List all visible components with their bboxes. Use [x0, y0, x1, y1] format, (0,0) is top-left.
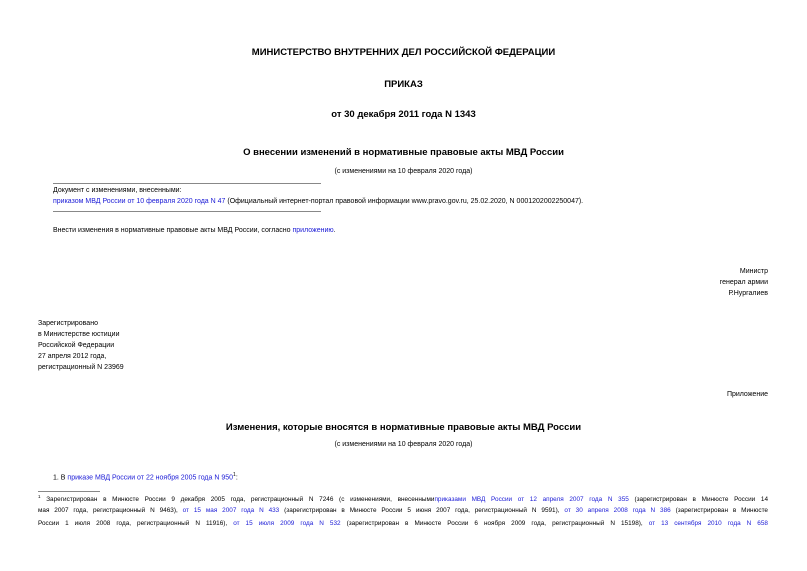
signature-position: Министр	[739, 268, 768, 275]
footnote-text-1: Зарегистрирован в Минюсте России 9 декабря 2005 года, регистрационный N 7246 (с изменениями, внесенными	[40, 496, 435, 504]
footnote-text-5: (зарегистрирован в Минюсте	[670, 507, 768, 514]
body-end: .	[333, 227, 336, 234]
registration-line-1: Зарегистрировано	[38, 320, 98, 327]
footnote-text-2: (зарегистрирован в Минюсте России 14	[628, 496, 768, 504]
item1-prefix: 1. В	[53, 474, 68, 482]
item1-end: :	[235, 474, 238, 482]
note-bottom-rule	[53, 211, 321, 212]
body-text: Внести изменения в нормативные правовые акты МВД России, согласно	[53, 227, 293, 234]
appendix-title: Изменения, которые вносятся в нормативные правовые акты МВД России	[225, 422, 582, 433]
footnote-link-2[interactable]: от 15 мая 2007 года N 433	[182, 507, 280, 514]
footnote-text-7: (зарегистрирован в Минюсте России 6 ноября 2009 года, регистрационный N 15198),	[340, 520, 649, 527]
registration-line-3: Российской Федерации	[38, 342, 115, 349]
footnote-rule	[38, 491, 100, 492]
footnote-text-3: мая 2007 года, регистрационный N 9463),	[38, 507, 183, 514]
doc-title: О внесении изменений в нормативные правовые акты МВД России	[243, 147, 564, 158]
doc-revision: (с изменениями на 10 февраля 2020 года)	[334, 168, 473, 175]
note-rest: (Официальный интернет-портал правовой информации www.pravo.gov.ru, 25.02.2020, N 0001202002250047).	[225, 198, 584, 205]
signature-name: Р.Нургалиев	[728, 290, 768, 297]
note-link[interactable]: приказом МВД России от 10 февраля 2020 года N 47	[53, 198, 226, 205]
appendix-label: Приложение	[726, 391, 768, 398]
footnote-link-5[interactable]: от 13 сентября 2010 года N 658	[648, 520, 768, 527]
body-paragraph	[53, 227, 336, 234]
note-top-rule	[53, 183, 321, 184]
note-text	[53, 198, 583, 205]
footnote-link-3[interactable]: от 30 апреля 2008 года N 386	[564, 507, 671, 514]
signature-rank: генерал армии	[719, 279, 768, 286]
appendix-link[interactable]: приложению	[292, 227, 334, 234]
footnote-line-1	[38, 494, 768, 503]
note-lead: Документ с изменениями, внесенными:	[53, 187, 182, 194]
item1-link[interactable]: приказе МВД России от 22 ноября 2005 года N 950	[67, 474, 234, 482]
footnote-link-4[interactable]: от 15 июля 2009 года N 532	[233, 520, 341, 527]
appendix-revision: (с изменениями на 10 февраля 2020 года)	[334, 441, 473, 448]
item1-footnote-mark[interactable]: 1	[233, 472, 236, 478]
footnote-text-4: (зарегистрирован в Минюсте России 5 июня 2007 года, регистрационный N 9591),	[279, 507, 565, 514]
doc-type: ПРИКАЗ	[384, 79, 423, 90]
footnote-text-6: России 1 июля 2008 года, регистрационный N 11916),	[38, 520, 234, 527]
appendix-item-1	[53, 472, 238, 481]
ministry-heading: МИНИСТЕРСТВО ВНУТРЕННИХ ДЕЛ РОССИЙСКОЙ ФЕДЕРАЦИИ	[251, 47, 556, 58]
footnote-line-2	[38, 507, 768, 514]
doc-date-number: от 30 декабря 2011 года N 1343	[331, 109, 476, 120]
registration-line-4: 27 апреля 2012 года,	[38, 353, 107, 360]
footnote-marker: 1	[38, 494, 41, 499]
registration-line-5: регистрационный N 23969	[38, 364, 124, 371]
footnote-link-1[interactable]: приказами МВД России от 12 апреля 2007 года N 355	[434, 496, 629, 504]
footnote-line-3	[38, 520, 768, 527]
registration-line-2: в Министерстве юстиции	[38, 331, 120, 338]
